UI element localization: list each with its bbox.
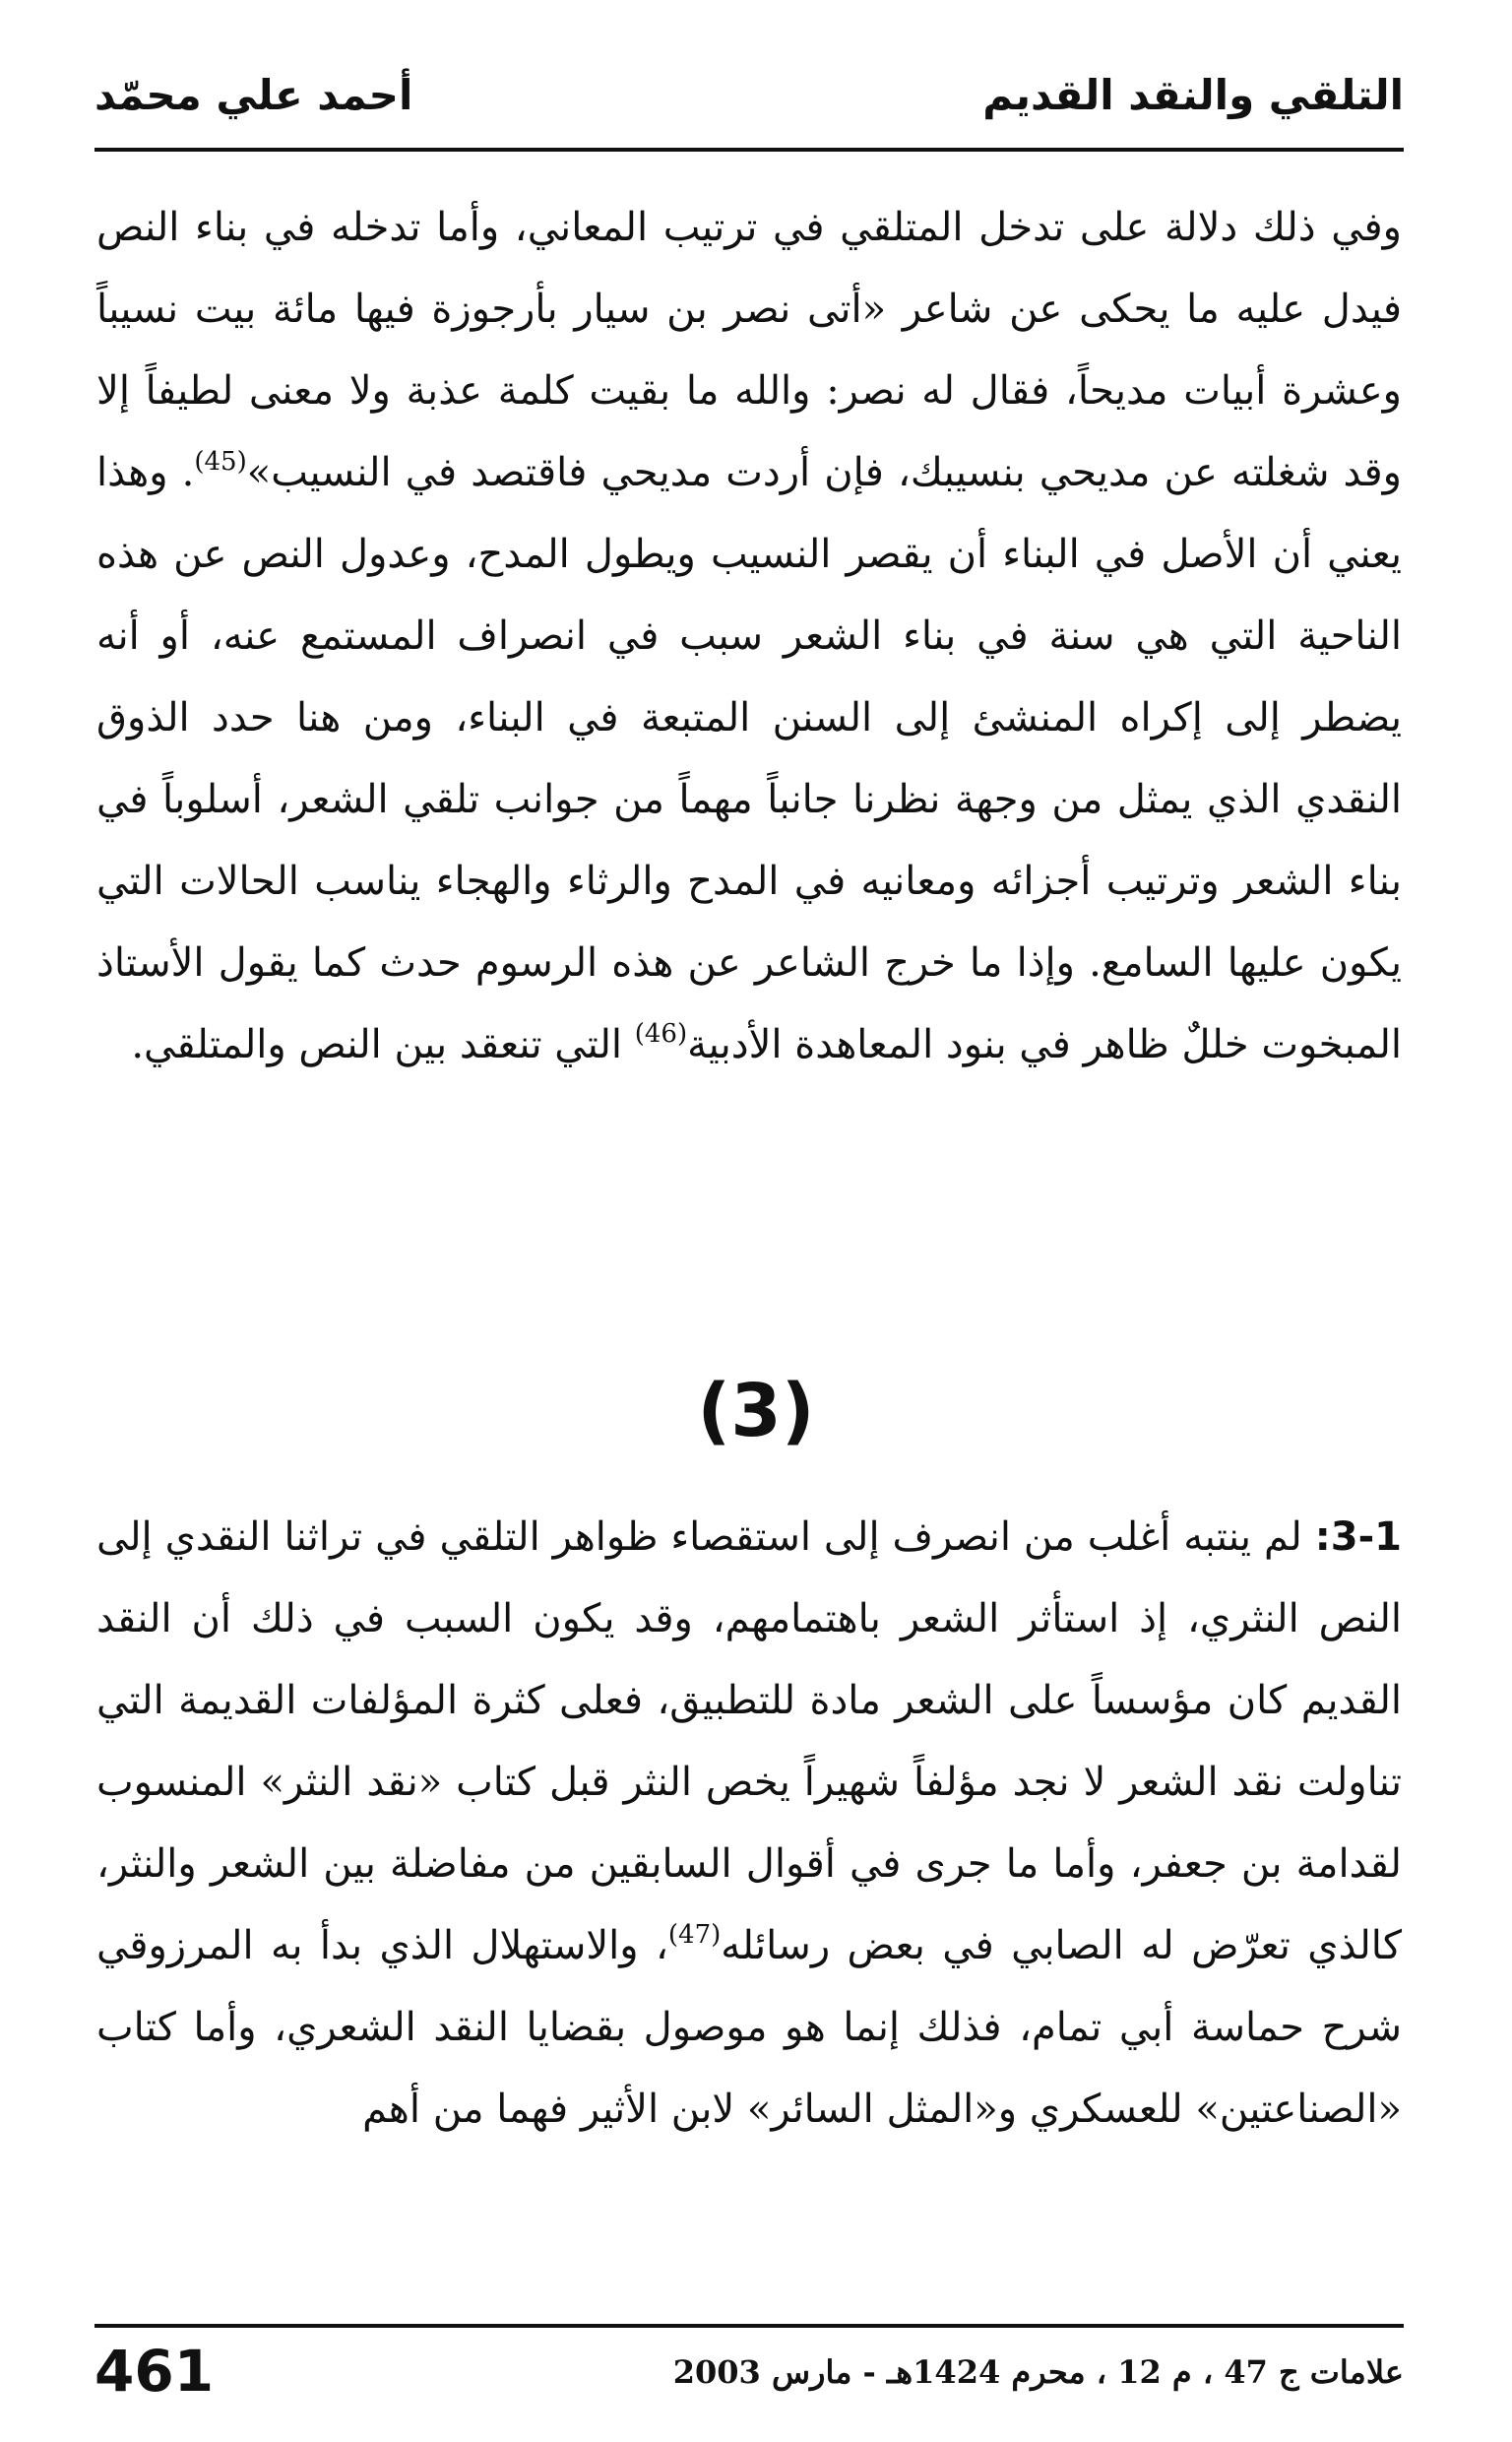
section-heading: (3) bbox=[697, 1369, 815, 1453]
paragraph-2-text-a: لم ينتبه أغلب من انصرف إلى استقصاء ظواهر التلقي في تراثنا النقدي إلى النص النثري، إذ استأثر الشعر باهتمامهم، وقد يكون السبب في ذلك أن النقد القديم كان مؤسساً على الشعر مادة للتطبيق، فعلى كثرة المؤلفات القديمة التي تناولت نقد الشعر لا نجد مؤلفاً شهيراً يخص النثر قبل كتاب «نقد النثر» المنسوب لقدامة بن جعفر، وأما ما جرى في أقوال السابقين من مفاضلة بين الشعر والنثر، كالذي تعرّض له الصابي في بعض رسائله bbox=[96, 1514, 1403, 1968]
paragraph-2 bbox=[96, 1497, 1402, 2151]
running-header bbox=[94, 61, 1404, 146]
footer-divider bbox=[94, 2324, 1404, 2328]
paragraph-1-text-a: وفي ذلك دلالة على تدخل المتلقي في ترتيب المعاني، وأما تدخله في بناء النص فيدل عليه ما يحكى عن شاعر «أتى نصر بن سيار بأرجوزة فيها مائة بيت نسيباً وعشرة أبيات مديحاً، فقال له نصر: والله ما بقيت كلمة عذبة ولا معنى لطيفاً إلا وقد شغلته عن مديحي بنسيبك، فإن أردت مديحي فاقتصد في النسيب» bbox=[96, 205, 1402, 495]
book-title: التلقي والنقد القديم bbox=[982, 71, 1404, 119]
paragraph-1-text-b: . وهذا يعني أن الأصل في البناء أن يقصر النسيب ويطول المدح، وعدول النص عن هذه الناحية التي هي سنة في بناء الشعر سبب في انصراف المستمع عنه، أو أنه يضطر إلى إكراه المنشئ إلى السنن المتبعة في البناء، ومن هنا حدد الذوق النقدي الذي يمثل من وجهة نظرنا جانباً مهماً من جوانب تلقي الشعر، أسلوباً في بناء الشعر وترتيب أجزائه ومعانيه في المدح والرثاء والهجاء يناسب الحالات التي يكون عليها السامع. وإذا ما خرج الشاعر عن هذه الرسوم حدث كما يقول الأستاذ المبخوت خللٌ ظاهر في بنود المعاهدة الأدبية bbox=[96, 450, 1402, 1067]
footnote-ref-46: (46) bbox=[634, 1019, 688, 1049]
paragraph-1-text-c: التي تنعقد بين النص والمتلقي. bbox=[131, 1022, 635, 1067]
journal-citation: علامات ج 47 ، م 12 ، محرم 1424هـ - مارس 2003 bbox=[672, 2353, 1404, 2391]
page-footer bbox=[94, 2336, 1404, 2414]
paragraph-1 bbox=[96, 187, 1402, 1086]
paragraph-number: 3-1: bbox=[1314, 1514, 1402, 1560]
page-number: 461 bbox=[94, 2338, 215, 2405]
footnote-ref-47: (47) bbox=[667, 1920, 722, 1950]
paragraph-2-text-b: ، والاستهلال الذي بدأ به المرزوقي شرح حماسة أبي تمام، فذلك إنما هو موصول بقضايا النقد الشعري، وأما كتاب «الصناعتين» للعسكري و«المثل السائر» لابن الأثير فهما من أهم bbox=[96, 1923, 1402, 2132]
header-divider bbox=[94, 148, 1404, 152]
footnote-ref-45: (45) bbox=[194, 447, 247, 477]
author-name: أحمد علي محمّد bbox=[94, 71, 413, 119]
